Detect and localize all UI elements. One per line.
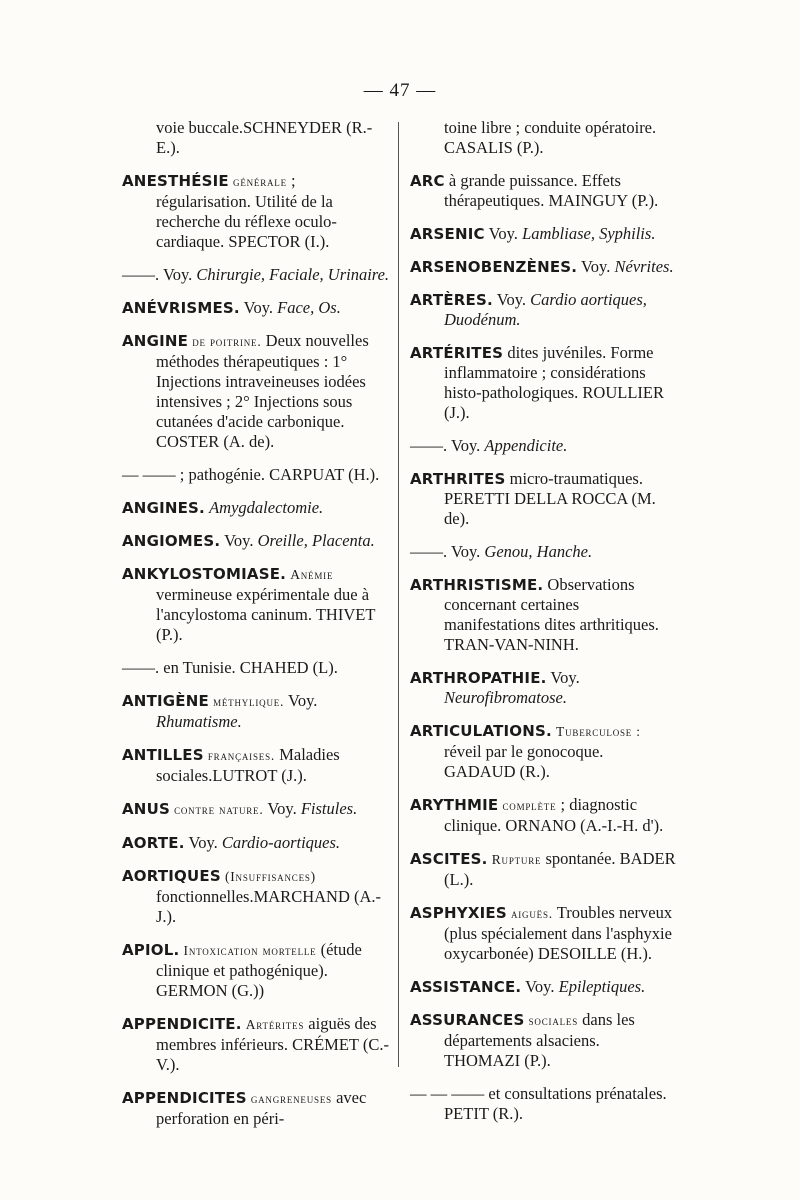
entry-headword: ARTHROPATHIE. <box>410 669 547 687</box>
entry-qualifier: (Insuffisances) <box>224 869 316 884</box>
index-entry <box>410 290 678 330</box>
entry-cross-reference: Cardio-aortiques. <box>221 833 341 852</box>
continuation-text: toine libre ; conduite opératoire. CASALIS (P.). <box>444 118 657 157</box>
index-entry <box>122 171 392 252</box>
index-entry <box>410 795 678 836</box>
right-column <box>410 118 678 1137</box>
entry-cross-reference: Amygdalectomie. <box>209 498 324 517</box>
entry-text: Voy. <box>284 691 318 710</box>
entry-cross-reference: Neurofibromatose. <box>444 688 567 707</box>
entry-headword: ARTÈRES. <box>410 291 493 309</box>
entry-text: vermineuse expérimentale due à l'ancylostoma caninum. THIVET (P.). <box>156 585 376 644</box>
entry-text: Maladies sociales.LUTROT (J.). <box>156 745 340 785</box>
entry-text: (étude clinique et pathogénique). GERMON (G.)) <box>156 940 362 1000</box>
index-entry <box>410 1010 678 1071</box>
entry-headword: APIOL. <box>122 941 180 959</box>
entry-text: dans les départements alsaciens. THOMAZI (P.). <box>444 1010 635 1070</box>
entry-cross-reference: Appendicite. <box>484 436 568 455</box>
index-entry <box>122 1014 392 1075</box>
entry-text: Voy. <box>220 531 258 550</box>
entry-text: à grande puissance. Effets thérapeutiques. MAINGUY (P.). <box>444 171 659 210</box>
entry-cross-reference: Genou, Hanche. <box>484 542 593 561</box>
index-entry <box>410 1084 678 1124</box>
entry-qualifier: gangreneuses <box>250 1091 332 1106</box>
index-entry <box>122 1088 392 1129</box>
column-divider <box>398 122 399 1067</box>
entry-text: ——. Voy. <box>410 436 485 455</box>
entry-qualifier: générale <box>233 174 287 189</box>
entry-headword: APPENDICITES <box>122 1089 247 1107</box>
entry-text: spontanée. BADER (L.). <box>444 849 676 889</box>
entry-text: Voy. <box>239 298 278 317</box>
entry-headword: ARTICULATIONS. <box>410 722 552 740</box>
continuation-text: voie buccale.SCHNEYDER (R.-E.). <box>156 118 373 157</box>
entry-cross-reference: Fistules. <box>300 799 358 818</box>
entry-qualifier: aiguës. <box>510 906 553 921</box>
entry-headword: AORTIQUES <box>122 867 221 885</box>
entry-headword: ARTHRITES <box>410 470 506 488</box>
entry-text: micro-traumatiques. PERETTI DELLA ROCCA (M. de). <box>444 469 656 528</box>
index-entry <box>410 257 678 277</box>
left-column <box>122 118 392 1142</box>
entry-headword: ANKYLOSTOMIASE. <box>122 565 287 583</box>
entry-headword: ARSENIC <box>410 225 485 243</box>
index-entry <box>410 469 678 529</box>
entry-qualifier: Artérites <box>245 1017 305 1032</box>
entry-cross-reference: Chirurgie, Faciale, Urinaire. <box>196 265 390 284</box>
entry-text: réveil par le gonocoque. GADAUD (R.). <box>444 742 604 781</box>
index-entry <box>122 658 392 678</box>
entry-cross-reference: Oreille, Placenta. <box>257 531 375 550</box>
index-entry <box>410 171 678 211</box>
entry-text: — — —— et consultations prénatales. PETIT (R.). <box>410 1084 667 1123</box>
index-entry <box>122 799 392 820</box>
index-entry-continuation <box>122 118 392 158</box>
entry-qualifier: françaises. <box>207 748 276 763</box>
entry-qualifier: complète <box>502 798 557 813</box>
entry-cross-reference: Cardio aortiques, Duodénum. <box>444 290 647 329</box>
entry-qualifier: Tuberculose : <box>556 724 641 739</box>
entry-text: aiguës des membres inférieurs. CRÉMET (C.-V.). <box>156 1014 389 1074</box>
entry-text: Voy. <box>263 799 301 818</box>
entry-cross-reference: Rhumatisme. <box>156 712 242 731</box>
index-entry <box>122 531 392 551</box>
entry-headword: ANESTHÉSIE <box>122 172 229 190</box>
entry-text: — —— ; pathogénie. CARPUAT (H.). <box>122 465 380 484</box>
entry-headword: ASCITES. <box>410 850 488 868</box>
entry-headword: ARSENOBENZÈNES. <box>410 258 578 276</box>
entry-qualifier: méthylique. <box>213 694 285 709</box>
entry-text: Voy. <box>492 290 531 309</box>
entry-headword: ANGINE <box>122 332 189 350</box>
entry-qualifier: contre nature. <box>174 802 264 817</box>
entry-headword: ARTHRISTISME. <box>410 576 544 594</box>
entry-headword: ARTÉRITES <box>410 344 504 362</box>
entry-qualifier: de poitrine. <box>192 334 262 349</box>
index-entry <box>410 542 678 562</box>
index-entry <box>122 265 392 285</box>
index-entry <box>410 977 678 997</box>
index-entry <box>410 343 678 423</box>
entry-text: Deux nouvelles méthodes thérapeutiques : 1° Injections intraveineuses iodées intensives ; 2° Injections sous cutanées d'acide carbonique. COSTER (A. de). <box>156 331 369 451</box>
entry-headword: ANÉVRISMES. <box>122 299 240 317</box>
entry-headword: APPENDICITE. <box>122 1015 242 1033</box>
index-entry <box>410 903 678 964</box>
index-entry <box>410 575 678 655</box>
entry-headword: ASPHYXIES <box>410 904 507 922</box>
entry-text: ——. Voy. <box>122 265 197 284</box>
entry-text: ; diagnostic clinique. ORNANO (A.-I.-H. d'). <box>444 795 664 835</box>
entry-headword: ANTIGÈNE <box>122 692 209 710</box>
entry-headword: ANUS <box>122 800 170 818</box>
index-entry <box>122 940 392 1001</box>
entry-text: Voy. <box>577 257 615 276</box>
index-entry <box>122 833 392 853</box>
index-entry <box>122 866 392 927</box>
entry-text: ——. Voy. <box>410 542 485 561</box>
entry-qualifier: sociales <box>528 1013 579 1028</box>
entry-qualifier: Rupture <box>491 852 542 867</box>
index-entry <box>410 849 678 890</box>
entry-cross-reference: Face, Os. <box>277 298 341 317</box>
entry-cross-reference: Epileptiques. <box>558 977 646 996</box>
index-entry <box>122 498 392 518</box>
entry-text: Voy. <box>521 977 559 996</box>
entry-qualifier: Anémie <box>290 567 334 582</box>
entry-headword: ARYTHMIE <box>410 796 499 814</box>
entry-text: ——. en Tunisie. CHAHED (L). <box>122 658 338 677</box>
index-entry <box>410 224 678 244</box>
entry-qualifier: Intoxication mortelle <box>183 943 317 958</box>
index-entry <box>122 745 392 786</box>
entry-text: fonctionnelles.MARCHAND (A.-J.). <box>156 887 382 926</box>
entry-headword: ASSISTANCE. <box>410 978 522 996</box>
entry-headword: ANGINES. <box>122 499 205 517</box>
entry-text: Observations concernant certaines manifestations dites arthritiques. TRAN-VAN-NINH. <box>444 575 659 654</box>
entry-cross-reference: Névrites. <box>614 257 674 276</box>
entry-text: Voy. <box>184 833 222 852</box>
entry-headword: ANTILLES <box>122 746 204 764</box>
index-entry <box>410 668 678 708</box>
entry-text: Voy. <box>546 668 580 687</box>
index-entry <box>410 436 678 456</box>
entry-text: Troubles nerveux (plus spécialement dans l'asphyxie oxycarbonée) DESOILLE (H.). <box>444 903 673 963</box>
page-number: — 47 — <box>363 80 437 101</box>
index-entry <box>122 691 392 732</box>
entry-headword: ANGIOMES. <box>122 532 221 550</box>
entry-headword: ASSURANCES <box>410 1011 525 1029</box>
index-entry <box>122 465 392 485</box>
index-entry <box>410 721 678 782</box>
index-entry-continuation <box>410 118 678 158</box>
entry-headword: AORTE. <box>122 834 185 852</box>
entry-cross-reference: Lambliase, Syphilis. <box>522 224 656 243</box>
entry-text: dites juvéniles. Forme inflammatoire ; considérations histo-pathologiques. ROULLIER (J.). <box>444 343 664 422</box>
index-entry <box>122 564 392 645</box>
entry-text: Voy. <box>484 224 523 243</box>
entry-text: avec perforation en péri- <box>156 1088 367 1128</box>
entry-text: ; régularisation. Utilité de la recherche du réflexe oculo-cardiaque. SPECTOR (I.). <box>156 171 337 251</box>
index-entry <box>122 331 392 452</box>
index-entry <box>122 298 392 318</box>
entry-headword: ARC <box>410 172 445 190</box>
